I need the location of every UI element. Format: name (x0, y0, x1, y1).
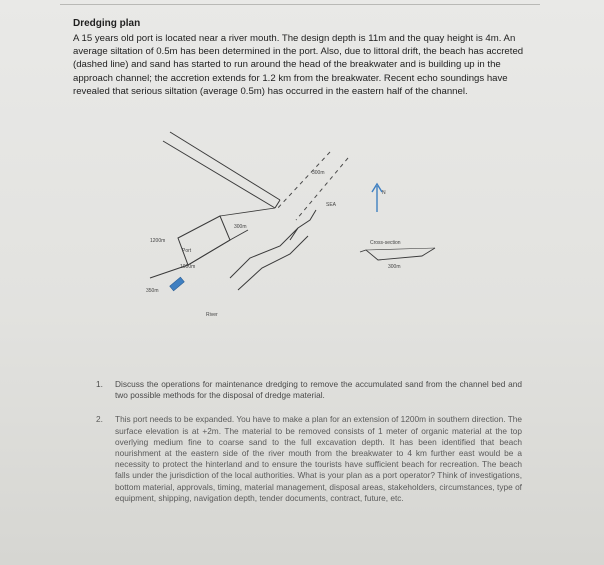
label-river: River (206, 312, 218, 318)
top-divider (60, 4, 540, 5)
question-number: 2. (96, 414, 103, 425)
diagram-svg (130, 128, 460, 348)
question-number: 1. (96, 379, 103, 389)
dredger-icon (170, 277, 185, 291)
label-300m-breakwater: 300m (234, 224, 247, 230)
river-bank-north (230, 228, 298, 278)
coastline-east (290, 210, 316, 240)
accretion-dashed-line-b (296, 158, 348, 220)
question-text: This port needs to be expanded. You have to make a plan for an extension of 1200m in southern direction. The surface elevation is at +2m. The material to be removed consists of 1 meter of organic material at the top overlying medium fine to coarse sand to the full excavation depth. It has been identified that beach nourishment at the eastern side of the river mouth from the breakwater to 4 km further east would be a necessity to protect the hinterland and to ensure the tourists have sufficient beach for recreation. The beach falls under the jurisdiction of the local authorities. What is your plan as a port operator? Think of investigations, bottom material, approvals, timing, material management, disposal areas, stakeholders, circumstances, type of equipment, shipping, navigation depth, tender documents, contract, future, etc. (115, 414, 522, 503)
intro-paragraph: A 15 years old port is located near a river mouth. The design depth is 11m and the quay height is 4m. An average siltation of 0.5m has been determined in the port. Also, due to littoral drift, the beach has accreted (dashed line) and sand has started to run around the head of the breakwater and is building up in the approach channel; the accretion extends for 1.2 km from the breakwater. Recent echo soundings have revealed that serious siltation (average 0.5m) has occurred in the eastern half of the channel. (73, 33, 524, 97)
label-sea: SEA (326, 202, 337, 208)
label-1200m: 1200m (150, 238, 166, 244)
label-cross-section: Cross-section (370, 240, 401, 246)
label-1000m: 1000m (180, 264, 196, 270)
port-layout-diagram (130, 128, 460, 348)
label-north: N (382, 190, 386, 196)
port-basin (178, 216, 230, 265)
label-port: Port (182, 248, 192, 254)
north-arrow-icon (372, 184, 382, 212)
document-title: Dredging plan (73, 18, 141, 29)
river-bank-south (238, 236, 308, 290)
breakwater-line-bottom (163, 141, 275, 208)
breakwater-line-top (170, 132, 280, 200)
question-2 (96, 414, 522, 504)
cross-section-waterline (366, 248, 435, 250)
accretion-dashed-line-a (276, 152, 330, 210)
port-channel-line (220, 208, 275, 216)
label-300m-top: 300m (312, 170, 325, 176)
label-350m: 350m (146, 288, 159, 294)
question-1 (96, 379, 522, 401)
question-list (96, 379, 522, 517)
label-300m-section: 300m (388, 264, 401, 270)
question-text: Discuss the operations for maintenance dredging to remove the accumulated sand from the channel bed and two possible methods for the disposal of dredge material. (115, 379, 522, 401)
